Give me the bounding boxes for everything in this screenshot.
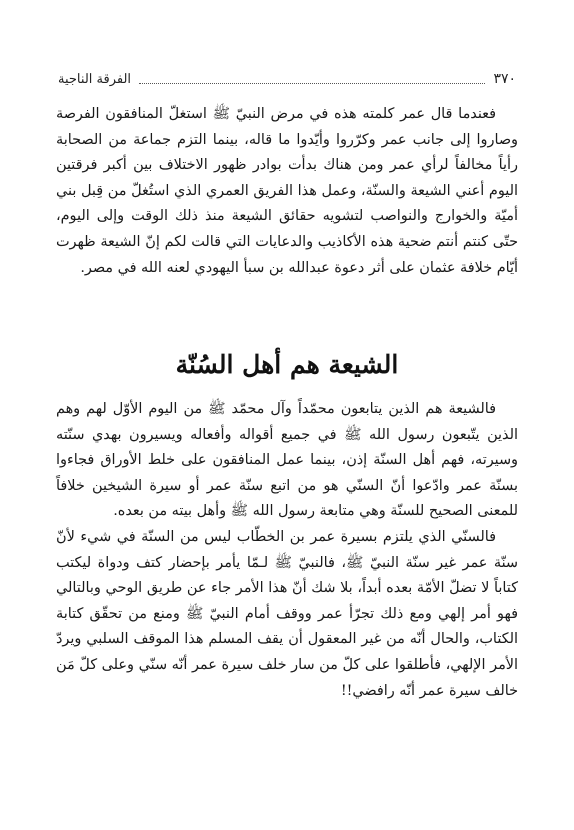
intro-section (56, 102, 518, 281)
book-title: الفرقة الناجية (58, 71, 132, 87)
paragraph-1: فالشيعة هم الذين يتابعون محمّداً وآل محمّد ﷺ من اليوم الأوّل لهم وهم الذين يتّبعون رسول الله ﷺ في جميع أقواله وأفعاله ويسيرون بهدي سنّته وسيرته، فهم أهل السنّة إذن، بينما عمل المنافقون على خلط الأوراق فجاءوا بسنّة عمر وادّعوا أنّ السنّي هو من اتبع سنّة عمر أو سيرة الشيخين خلافاً للمعنى الصحيح للسنّة وهي متابعة رسول الله ﷺ وأهل بيته من بعده. (56, 401, 518, 520)
intro-paragraph: فعندما قال عمر كلمته هذه في مرض النبيّ ﷺ استغلّ المنافقون الفرصة وصاروا إلى جانب عمر وكرّروا وأيّدوا ما قاله، بينما التزم جماعة من الصحابة رأياً مخالفاً لرأي عمر ومن هناك بدأت بوادر ظهور الاختلاف بين أكبر فرقتين اليوم أعني الشيعة والسنّة، وعمل هذا الفريق العمري الذي استُغلّ من قِبل بني أميّة والخوارج والنواصب لتشويه حقائق الشيعة منذ ذلك الوقت وإلى اليوم، حتّى كنتم أنتم ضحية هذه الأكاذيب والدعايات التي قالت لكم إنّ الشيعة ظهرت أيّام خلافة عثمان على أثر دعوة عبدالله بن سبأ اليهودي لعنه الله في مصر. (56, 106, 518, 276)
running-header (58, 68, 516, 90)
header-dotted-leader (139, 74, 485, 84)
section-heading: الشيعة هم أهل السُنّة (175, 350, 399, 379)
paragraph-2: فالسنّي الذي يلتزم بسيرة عمر بن الخطّاب ليس من السنّة في شيء لأنّ سنّة عمر غير سنّة النبيّ ﷺ، فالنبيّ ﷺ لـمّا يأمر بإحضار كتف ودواة ليكتب كتاباً لا تضلّ الأمّة بعده أبداً، بلا شك أنّ هذا الأمر جاء عن طريق الوحي وبالتالي فهو أمر إلهي ومع ذلك تجرّأ عمر ووقف أمام النبيّ ﷺ ومنع من تحقّق كتابة الكتاب، والحال أنّه من غير المعقول أن يقف المسلم هذا الموقف السلبي ويردّ الأمر الإلهي، فأطلقوا على كلّ من سار خلف سيرة عمر أنّه سنّي وعلى كلّ مَن خالف سيرة عمر أنّه رافضي!! (56, 528, 518, 699)
page-number: ٣٧٠ (493, 71, 516, 87)
main-section (56, 397, 518, 704)
